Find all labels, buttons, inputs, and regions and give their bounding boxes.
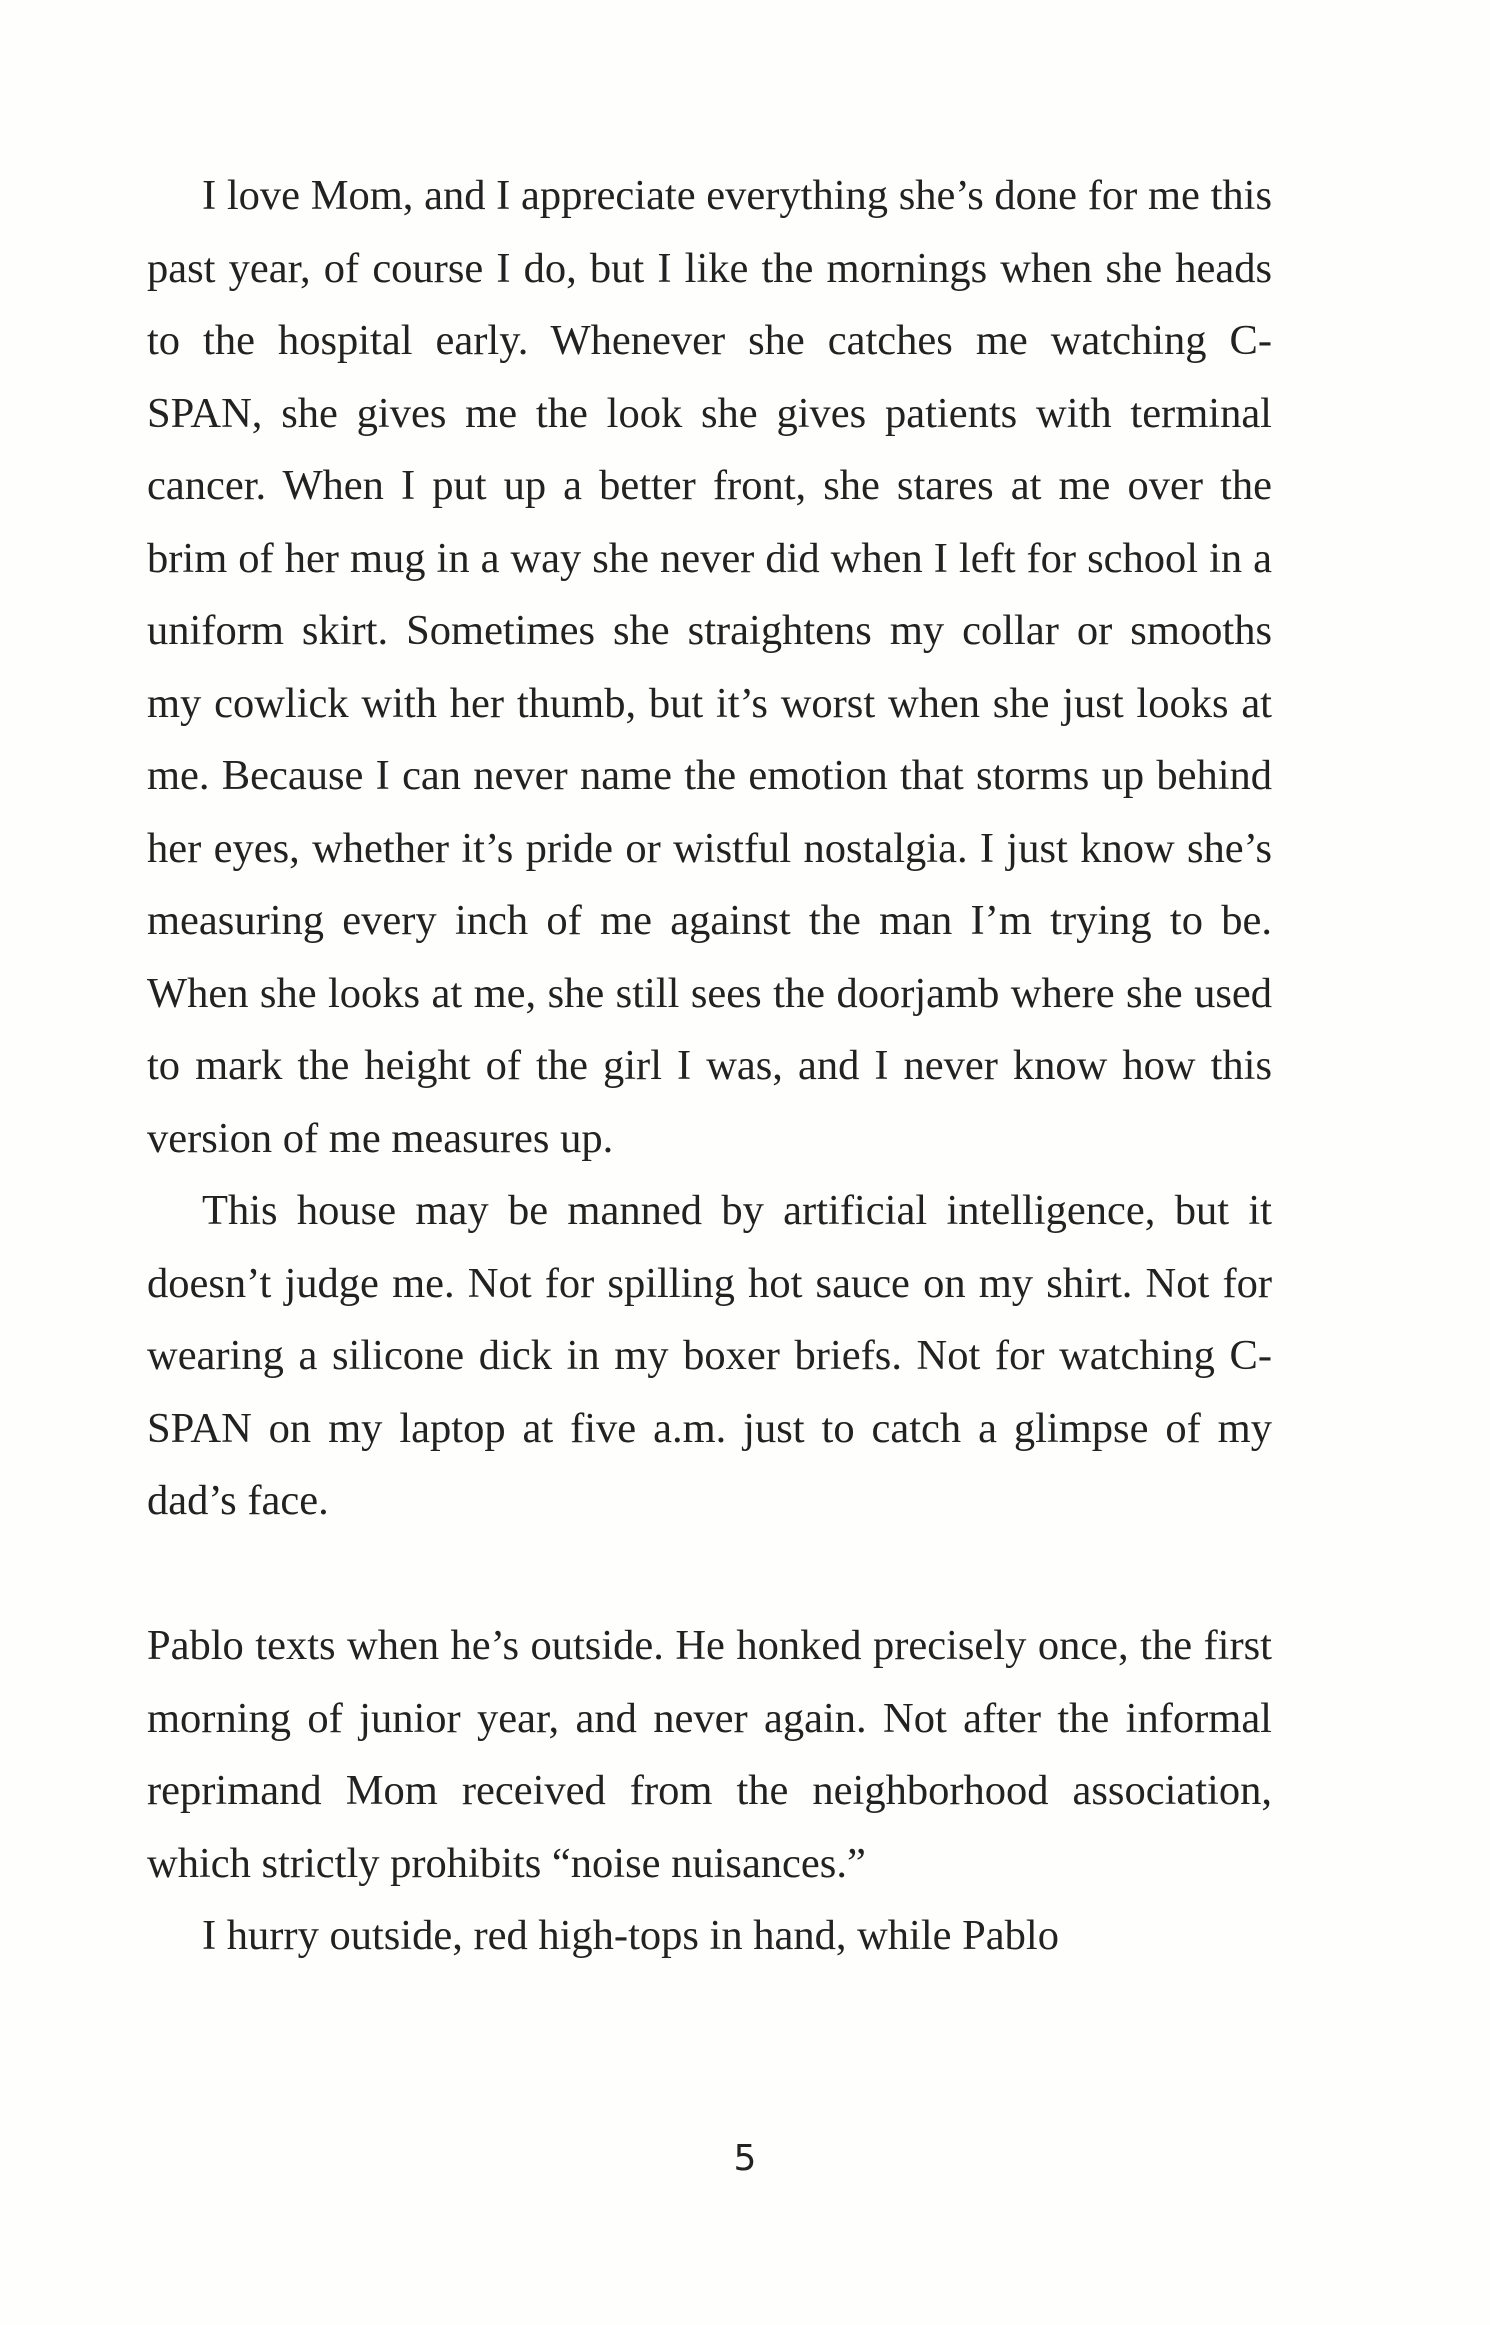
paragraph-pablo-texts: Pablo texts when he’s outside. He honked precisely once, the first morning of junior year, and never again. Not after the informal reprimand Mom received from the neighborhood association, which strictly prohibits “noise nuisances.”: [147, 1622, 1272, 1887]
paragraph-house-ai: This house may be manned by artificial intelligence, but it doesn’t judge me. Not for spilling hot sauce on my shirt. Not for wearing a silicone dick in my boxer briefs. Not for watching C-SPAN on my laptop at five a.m. just to catch a glimpse of my dad’s face.: [147, 1187, 1272, 1524]
body-text: [147, 160, 1272, 1973]
page-number: 5: [733, 2138, 757, 2179]
paragraph-hurry-outside: I hurry outside, red high-tops in hand, while Pablo: [202, 1912, 1059, 1959]
section-break: [147, 1538, 1272, 1611]
paragraph-mom-mornings: I love Mom, and I appreciate everything she’s done for me this past year, of course I do, but I like the mornings when she heads to the hospital early. Whenever she catches me watching C-SPAN, she gives me the look she gives patients with terminal cancer. When I put up a better front, she stares at me over the brim of her mug in a way she never did when I left for school in a uniform skirt. Sometimes she straightens my collar or smooths my cowlick with her thumb, but it’s worst when she just looks at me. Because I can never name the emotion that storms up behind her eyes, whether it’s pride or wistful nostalgia. I just know she’s measuring every inch of me against the man I’m trying to be. When she looks at me, she still sees the doorjamb where she used to mark the height of the girl I was, and I never know how this version of me measures up.: [147, 172, 1272, 1162]
